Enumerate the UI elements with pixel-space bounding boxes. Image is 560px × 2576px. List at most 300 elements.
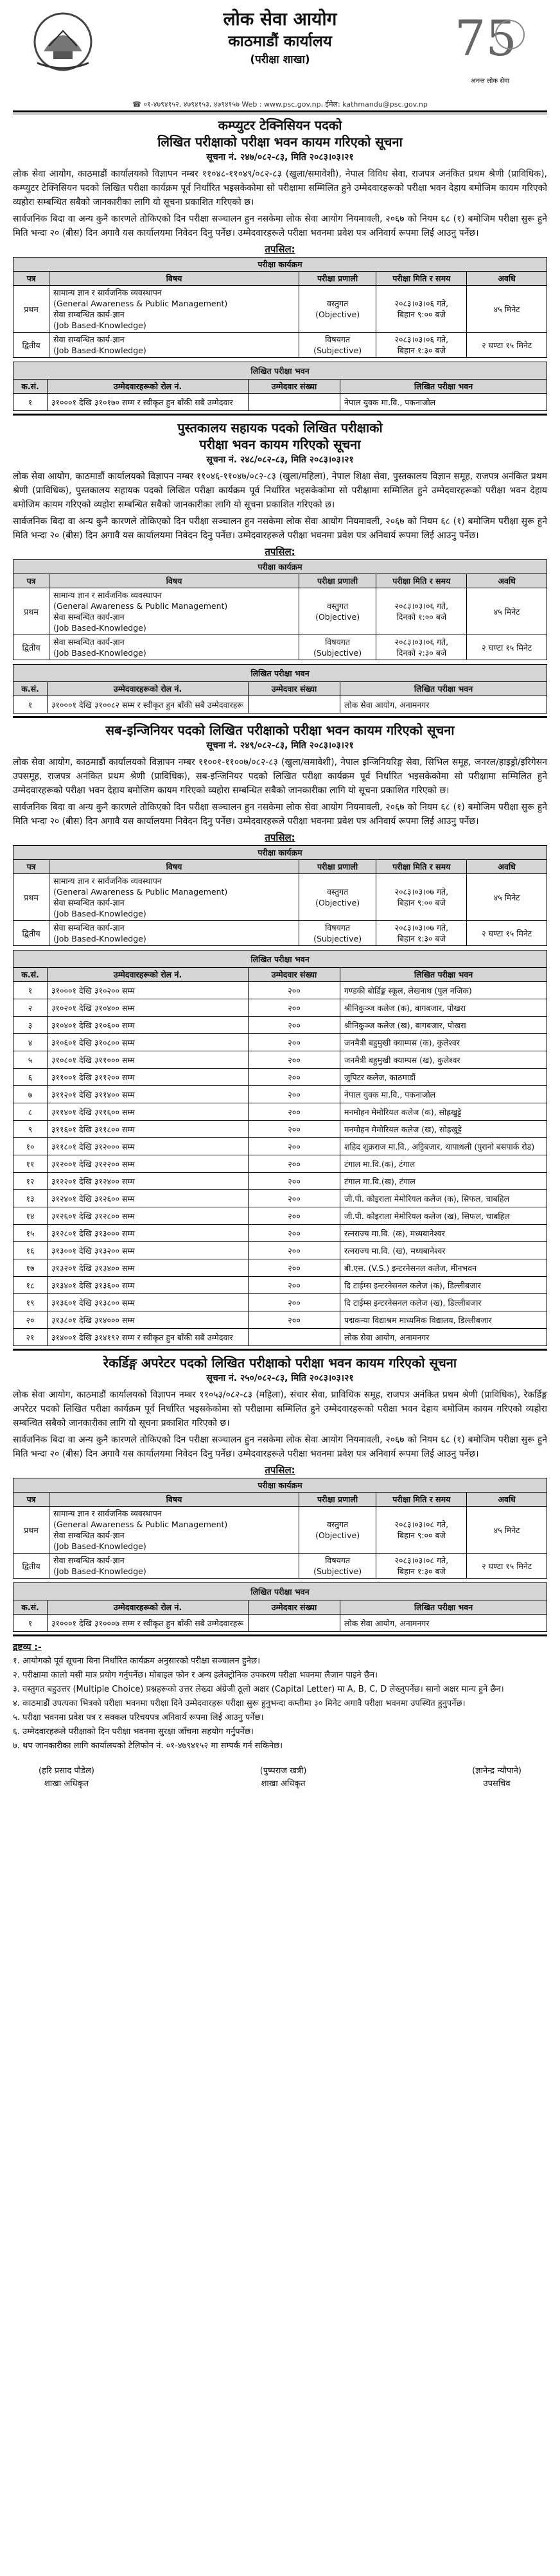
schedule-row (13, 635, 547, 660)
datetime-line: दिनको १:०० बजे (396, 612, 447, 622)
roll-range-cell: ३१०००१ देखि ३१०२०० सम्म (48, 982, 249, 999)
duration-cell: २ घण्टा १५ मिनेट (467, 333, 547, 358)
roll-range-cell: ३१३००१ देखि ३१३२०० सम्म (48, 1242, 249, 1259)
serial-cell: ८ (13, 1103, 48, 1121)
schedule-row (13, 333, 547, 358)
75-years-logo-icon (448, 5, 532, 82)
paper-cell: द्वितीय (13, 921, 49, 946)
paper-cell: प्रथम (13, 286, 49, 333)
column-header: उम्मेदवारहरूको रोल नं. (48, 1600, 249, 1615)
datetime-cell (376, 1507, 467, 1554)
venue-name-cell: जुपिटर कलेज, काठमाडौं (340, 1069, 547, 1086)
serial-cell: १२ (13, 1173, 48, 1190)
datetime-line: बिहान १:३० बजे (397, 1566, 446, 1576)
candidate-count-cell: २०० (249, 1086, 340, 1103)
subject-line: (General Awareness & Public Management) (53, 1520, 228, 1529)
datetime-cell (376, 635, 467, 660)
candidate-count-cell: २०० (249, 1294, 340, 1311)
roll-range-cell: ३१३२०१ देखि ३१३४०० सम्म (48, 1259, 249, 1277)
datetime-line: बिहान ९:०० बजे (397, 310, 446, 319)
subject-line: सेवा सम्बन्धित कार्य-ज्ञान (53, 335, 125, 344)
serial-cell: १५ (13, 1225, 48, 1242)
venue-name-cell: लोक सेवा आयोग, अनामनगर (340, 1615, 547, 1632)
notice-section (13, 419, 547, 718)
notice-title: पुस्तकालय सहायक पदको लिखित परीक्षाको (177, 420, 383, 435)
subject-line: सेवा सम्बन्धित कार्य-ज्ञान (53, 612, 125, 622)
column-header: परीक्षा मिति र समय (376, 574, 467, 588)
venue-row (13, 1017, 547, 1034)
subject-line: सेवा सम्बन्धित कार्य-ज्ञान (53, 1555, 125, 1565)
schedule-caption-row (13, 846, 547, 860)
schedule-row (13, 1507, 547, 1554)
paper-cell: प्रथम (13, 874, 49, 921)
subject-cell (49, 333, 299, 358)
column-header: अवधि (467, 574, 547, 588)
column-header: विषय (49, 574, 299, 588)
schedule-row (13, 1554, 547, 1579)
subject-line: (General Awareness & Public Management) (53, 299, 228, 308)
system-cell (299, 333, 376, 358)
candidate-count-cell: २०० (249, 1155, 340, 1173)
subject-cell (49, 874, 299, 921)
candidate-count-cell: २०० (249, 1242, 340, 1259)
column-header: पत्र (13, 1493, 49, 1507)
candidate-count-cell: २०० (249, 1277, 340, 1294)
column-header: परीक्षा मिति र समय (376, 1493, 467, 1507)
datetime-line: २०८३।०३।०८ गते, (394, 1555, 449, 1565)
roll-range-cell: ३१०८०१ देखि ३११००० सम्म (48, 1051, 249, 1069)
schedule-caption: परीक्षा कार्यक्रम (13, 258, 547, 272)
venue-name-cell: लोक सेवा आयोग, अनामनगर (340, 696, 547, 714)
signature (39, 1765, 94, 1791)
notice-reference: सूचना नं. २५०/०८२-८३, मिति २०८३।०३।२१ (206, 1373, 354, 1383)
notice-paragraph: सार्वजनिक बिदा वा अन्य कुनै कारणले तोकिएको दिन परीक्षा सञ्चालन हुन नसकेमा लोक सेवा आयोग नियमावली, २०६७ को नियम ६८ (१) बमोजिम परीक्षा सुरू हुने मिति भन्दा २० (बीस) दिन अगावै यस कार्यालयमा निवेदन दिनु पर्नेछ। उम्मेदवारहरूले परीक्षा भवनमा प्रवेश पत्र अनिवार्य रूपमा लिई आउनु पर्नेछ। (13, 802, 547, 827)
subject-line: (Job Based-Knowledge) (53, 320, 146, 330)
datetime-cell (376, 588, 467, 635)
note-item: ७. थप जानकारीका लागि कार्यालयको टेलिफोन नं. ०१-४७९४१५२ मा सम्पर्क गर्न सकिनेछ। (13, 1741, 283, 1751)
serial-cell: १७ (13, 1259, 48, 1277)
venue-name-cell: श्रीनिकुञ्ज कलेज (क), बागबजार, पोखरा (340, 999, 547, 1017)
duration-cell: ४५ मिनेट (467, 286, 547, 333)
column-header: परीक्षा प्रणाली (299, 574, 376, 588)
venue-row (13, 1086, 547, 1103)
column-header: क.सं. (13, 682, 48, 696)
venue-caption-row (13, 665, 547, 682)
venue-row (13, 394, 547, 411)
subject-cell (49, 921, 299, 946)
system-line: विषयगत (325, 1555, 350, 1565)
duration-cell: २ घण्टा १५ मिनेट (467, 921, 547, 946)
notice-reference: सूचना नं. २४८/०८२-८३, मिति २०८३।०३।२१ (206, 455, 354, 465)
serial-cell: १३ (13, 1190, 48, 1207)
datetime-line: बिहान ९:०० बजे (397, 898, 446, 907)
notice-title: सब-इन्जिनियर पदको लिखित परीक्षाको परीक्षा भवन कायम गरिएको सूचना (105, 723, 455, 738)
schedule-caption: परीक्षा कार्यक्रम (13, 1478, 547, 1493)
serial-cell: १ (13, 1615, 48, 1632)
exam-venue-table (13, 1582, 547, 1632)
signature (260, 1765, 307, 1791)
schedule-label: तपसिल: (265, 546, 295, 557)
schedule-row (13, 874, 547, 921)
venue-name-cell: शहिद शुक्रराज मा.वि., अट्टिबजार, थापाथली (पुरानो बसपार्क रोड) (340, 1138, 547, 1155)
subject-cell (49, 635, 299, 660)
notice-section (13, 722, 547, 1351)
column-header: क.सं. (13, 968, 48, 982)
venue-name-cell: रत्नराज्य मा.वि. (ख), मध्यबानेश्वर (340, 1242, 547, 1259)
venue-name-cell: जनमैत्री बहुमुखी क्याम्पस (क), कुलेश्वर (340, 1034, 547, 1051)
candidate-count-cell: २०० (249, 999, 340, 1017)
notes-section (13, 1640, 547, 1753)
system-line: विषयगत (325, 637, 350, 647)
notice-reference: सूचना नं. २४९/०८२-८३, मिति २०८३।०३।२१ (206, 740, 354, 751)
venue-row (13, 1225, 547, 1242)
office-title: काठमाडौं कार्यालय (228, 32, 332, 50)
venue-name-cell: मनमोहन मेमोरियल कलेज (क), सोह्रखुट्टे (340, 1103, 547, 1121)
roll-range-cell: ३१०००१ देखि ३१०००७ सम्म र स्वीकृत हुन बाँकी सबै उम्मेदवारहरू (48, 1615, 249, 1632)
venue-caption: लिखित परीक्षा भवन (13, 951, 547, 968)
system-line: (Objective) (315, 310, 360, 319)
candidate-count-cell: २०० (249, 1103, 340, 1121)
schedule-label: तपसिल: (265, 832, 295, 843)
schedule-header-row (13, 574, 547, 588)
notes-heading: द्रष्टव्य :- (13, 1642, 42, 1652)
system-line: विषयगत (325, 335, 350, 344)
signatory-name: (हरि प्रसाद पौडेल) (39, 1766, 94, 1776)
datetime-cell (376, 286, 467, 333)
system-line: (Objective) (315, 1530, 360, 1540)
venue-name-cell: जनमैत्री बहुमुखी क्याम्पस (ख), कुलेश्वर (340, 1051, 547, 1069)
column-header: उम्मेदवार संख्या (249, 1600, 340, 1615)
roll-range-cell: ३१०६०१ देखि ३१०८०० सम्म (48, 1034, 249, 1051)
notice-paragraph: लोक सेवा आयोग, काठमाडौं कार्यालयको विज्ञापन नम्बर ११००१-११००७/०८२-८३ (खुला/समावेशी), नेपाल इन्जिनियरिङ्ग सेवा, सिभिल समूह, जनरल/हाइड्रो/इरिगेसन उपसमूह, राजपत्र अनंकित प्रथम श्रेणी (प्राविधिक), सब-इन्जिनियर पदको लिखित परीक्षा कार्यक्रम पूर्व निर्धारित भइसकेकोमा सो परीक्षामा सम्मिलित हुने उम्मेदवारहरूको परीक्षा भवन देहाय बमोजिम कायम गरिएको व्यहोरा सम्बन्धित सबैको जानकारीका लागि यो सूचना प्रकाशित गरिएको छ। (13, 757, 547, 796)
venue-name-cell: टंगाल मा.वि.(क), टंगाल (340, 1155, 547, 1173)
venue-name-cell: दि टाईम्स इन्टरनेसनल कलेज (ख), डिल्लीबजार (340, 1294, 547, 1311)
schedule-header-row (13, 272, 547, 286)
logo-caption: अनन्त लोक सेवा (470, 78, 510, 85)
venue-name-cell: लोक सेवा आयोग, अनामनगर (340, 1329, 547, 1346)
paper-cell: द्वितीय (13, 635, 49, 660)
system-line: वस्तुगत (327, 1520, 349, 1529)
notice-section (13, 1354, 547, 1636)
venue-caption-row (13, 1583, 547, 1600)
serial-cell: ६ (13, 1069, 48, 1086)
column-header: अवधि (467, 272, 547, 286)
roll-range-cell: ३११२०१ देखि ३११४०० सम्म (48, 1086, 249, 1103)
notices-container (13, 117, 547, 1636)
schedule-row (13, 588, 547, 635)
datetime-cell (376, 1554, 467, 1579)
signatory-role: उपसचिव (483, 1779, 511, 1789)
venue-row (13, 1207, 547, 1225)
roll-range-cell: ३१०००१ देखि ३१००८२ सम्म र स्वीकृत हुन बाँकी सबै उम्मेदवारहरू (48, 696, 249, 714)
schedule-label: तपसिल: (265, 1464, 295, 1476)
venue-row (13, 1155, 547, 1173)
column-header: परीक्षा प्रणाली (299, 272, 376, 286)
system-line: (Subjective) (313, 346, 362, 355)
notice-reference: सूचना नं. २४७/०८२-८३, मिति २०८३।०३।२१ (206, 152, 354, 162)
note-item: ४. काठमाडौं उपत्यका भित्रको परीक्षा भवनमा परीक्षा दिने उम्मेदवारहरू परीक्षा सुरू हुनुभन्दा कम्तीमा ३० मिनेट अगावै परीक्षा भवनमा उपस्थित हुनुपर्नेछ। (13, 1699, 466, 1708)
column-header: पत्र (13, 574, 49, 588)
note-item: १. आयोगको पूर्व सूचना बिना निर्धारित कार्यक्रम अनुसारको परीक्षा सञ्चालन हुनेछ। (13, 1656, 261, 1666)
column-header: परीक्षा प्रणाली (299, 860, 376, 874)
column-header: परीक्षा मिति र समय (376, 272, 467, 286)
duration-cell: ४५ मिनेट (467, 1507, 547, 1554)
candidate-count-cell: २०० (249, 1069, 340, 1086)
roll-range-cell: ३११००१ देखि ३११२०० सम्म (48, 1069, 249, 1086)
schedule-label: तपसिल: (265, 243, 295, 255)
venue-row (13, 696, 547, 714)
roll-range-cell: ३१४००१ देखि ३१४१९२ सम्म र स्वीकृत हुन बाँकी सबै उम्मेदवार (48, 1329, 249, 1346)
schedule-caption: परीक्षा कार्यक्रम (13, 560, 547, 574)
roll-range-cell: ३१०२०१ देखि ३१०४०० सम्म (48, 999, 249, 1017)
roll-range-cell: ३१०४०१ देखि ३१०६०० सम्म (48, 1017, 249, 1034)
venue-name-cell: नेपाल युवक मा.वि., पकनाजोल (340, 394, 547, 411)
divider (13, 110, 547, 112)
system-line: (Subjective) (313, 648, 362, 658)
column-header: उम्मेदवार संख्या (249, 682, 340, 696)
subject-line: (Job Based-Knowledge) (53, 1541, 146, 1551)
notice-title: कम्प्युटर टेक्निसियन पदको (218, 118, 342, 133)
venue-header-row (13, 968, 547, 982)
schedule-row (13, 921, 547, 946)
notes-list (13, 1654, 547, 1753)
candidate-count-cell: २०० (249, 1051, 340, 1069)
column-header: परीक्षा मिति र समय (376, 860, 467, 874)
subject-line: (Job Based-Knowledge) (53, 623, 146, 633)
venue-row (13, 999, 547, 1017)
venue-name-cell: नेपाल युवक मा.वि., पकनाजोल (340, 1086, 547, 1103)
datetime-line: बिहान १:३० बजे (397, 346, 446, 355)
system-line: विषयगत (325, 923, 350, 933)
notice-paragraph: सार्वजनिक बिदा वा अन्य कुनै कारणले तोकिएको दिन परीक्षा सञ्चालन हुन नसकेमा लोक सेवा आयोग नियमावली, २०६७ को नियम ६८ (१) बमोजिम परीक्षा सुरू हुने मिति भन्दा २० (बीस) दिन अगावै यस कार्यालयमा निवेदन दिनु पर्नेछ। उम्मेदवारहरूले परीक्षा भवनमा प्रवेश पत्र अनिवार्य रूपमा लिई आउनु पर्नेछ। (13, 516, 547, 541)
venue-name-cell: श्रीनिकुञ्ज कलेज (ख), बागबजार, पोखरा (340, 1017, 547, 1034)
venue-name-cell: दि टाईम्स इन्टरनेसनल कलेज (क), डिल्लीबजार (340, 1277, 547, 1294)
venue-row (13, 1277, 547, 1294)
signature (472, 1765, 521, 1791)
subject-line: सेवा सम्बन्धित कार्य-ज्ञान (53, 923, 125, 933)
candidate-count-cell (249, 696, 340, 714)
venue-caption-row (13, 362, 547, 380)
column-header: अवधि (467, 860, 547, 874)
column-header: उम्मेदवारहरूको रोल नं. (48, 682, 249, 696)
roll-range-cell: ३११८०१ देखि ३१२००० सम्म (48, 1138, 249, 1155)
paper-cell: प्रथम (13, 1507, 49, 1554)
datetime-line: बिहान १:३० बजे (397, 934, 446, 943)
candidate-count-cell: २०० (249, 1034, 340, 1051)
venue-name-cell: जी.पी. कोइराला मेमोरियल कलेज (क), सिफल, चाबहिल (340, 1190, 547, 1207)
venue-name-cell: गण्डकी बोर्डिङ्ग स्कूल, लेखनाथ (पुल नजिक) (340, 982, 547, 999)
roll-range-cell: ३१२४०१ देखि ३१२६०० सम्म (48, 1190, 249, 1207)
venue-row (13, 1051, 547, 1069)
venue-row (13, 1615, 547, 1632)
column-header: परीक्षा प्रणाली (299, 1493, 376, 1507)
subject-line: सेवा सम्बन्धित कार्य-ज्ञान (53, 310, 125, 319)
column-header: उम्मेदवार संख्या (249, 380, 340, 394)
system-line: वस्तुगत (327, 299, 349, 308)
column-header: पत्र (13, 272, 49, 286)
venue-row (13, 1329, 547, 1346)
roll-range-cell: ३१२६०१ देखि ३१२८०० सम्म (48, 1207, 249, 1225)
notice-section (13, 117, 547, 416)
signatory-name: (पुष्पराज खत्री) (259, 1766, 307, 1776)
datetime-line: २०८३।०३।०८ गते, (394, 1520, 449, 1529)
column-header: अवधि (467, 1493, 547, 1507)
venue-header-row (13, 1600, 547, 1615)
venue-name-cell: पद्मकन्या विद्याश्रम माध्यमिक विद्यालय, डिल्लीबजार (340, 1311, 547, 1329)
venue-row (13, 1138, 547, 1155)
candidate-count-cell: २०० (249, 1259, 340, 1277)
datetime-cell (376, 921, 467, 946)
schedule-caption: परीक्षा कार्यक्रम (13, 846, 547, 860)
signatory-name: (ज्ञानेन्द्र न्यौपाने) (472, 1766, 521, 1776)
subject-line: (Job Based-Knowledge) (53, 346, 146, 355)
datetime-line: दिनको २:३० बजे (396, 648, 447, 658)
roll-range-cell: ३१२८०१ देखि ३१३००० सम्म (48, 1225, 249, 1242)
system-line: वस्तुगत (327, 887, 349, 897)
venue-row (13, 1069, 547, 1086)
system-cell (299, 921, 376, 946)
notice-title: रेकर्डिङ्ग अपरेटर पदको लिखित परीक्षाको परीक्षा भवन कायम गरिएको सूचना (103, 1355, 457, 1371)
venue-row (13, 1294, 547, 1311)
column-header: क.सं. (13, 1600, 48, 1615)
venue-caption-row (13, 951, 547, 968)
subject-cell (49, 1554, 299, 1579)
datetime-line: २०८३।०३।०६ गते, (394, 299, 449, 308)
subject-line: सेवा सम्बन्धित कार्य-ज्ञान (53, 1530, 125, 1540)
serial-cell: ५ (13, 1051, 48, 1069)
venue-row (13, 1259, 547, 1277)
candidate-count-cell: २०० (249, 982, 340, 999)
exam-venue-table (13, 950, 547, 1346)
subject-cell (49, 588, 299, 635)
serial-cell: ४ (13, 1034, 48, 1051)
notice-paragraph: लोक सेवा आयोग, काठमाडौं कार्यालयको विज्ञापन नम्बर ११०४६-११०४७/०८२-८३ (खुला/महिला), नेपाल शिक्षा सेवा, पुस्तकालय विज्ञान समूह, राजपत्र अनंकित प्रथम श्रेणी (प्राविधिक), पुस्तकालय सहायक पदको लिखित परीक्षा कार्यक्रम पूर्व निर्धारित भइसकेकोमा सो परीक्षामा सम्मिलित हुने उम्मेदवारहरूको परीक्षा भवन देहाय बमोजिम कायम गरिएको व्यहोरा सम्बन्धित सबैको जानकारीका लागि यो सूचना प्रकाशित गरिएको छ। (13, 471, 547, 510)
system-cell (299, 874, 376, 921)
venue-name-cell: रत्नराज्य मा.वि. (क), मध्यबानेश्वर (340, 1225, 547, 1242)
schedule-row (13, 286, 547, 333)
roll-range-cell: ३१२००१ देखि ३१२२०० सम्म (48, 1155, 249, 1173)
column-header: विषय (49, 860, 299, 874)
candidate-count-cell: २०० (249, 1121, 340, 1138)
serial-cell: ३ (13, 1017, 48, 1034)
notice-title-line2: परीक्षा भवन कायम गरिएको सूचना (199, 437, 361, 452)
nepal-emblem-icon (24, 6, 101, 77)
system-cell (299, 635, 376, 660)
datetime-line: २०८३।०३।०७ गते, (394, 923, 449, 933)
signatory-role: शाखा अधिकृत (44, 1779, 89, 1789)
notice-paragraph: लोक सेवा आयोग, काठमाडौं कार्यालयको विज्ञापन नम्बर ११०४८-११०४९/०८२-८३ (खुला/समावेशी), नेपाल विविध सेवा, राजपत्र अनंकित प्रथम श्रेणी (प्राविधिक), कम्प्युटर टेक्निसियन पदको लिखित परीक्षा कार्यक्रम पूर्व निर्धारित भइसकेकोमा सो परीक्षामा सम्मिलित हुने उम्मेदवारहरूको परीक्षा भवन देहाय बमोजिम कायम गरिएको व्यहोरा सम्बन्धित सबैको जानकारीका लागि यो सूचना प्रकाशित गरिएको छ। (13, 169, 547, 207)
svg-text:75: 75 (455, 10, 517, 67)
venue-row (13, 1034, 547, 1051)
contact-line: ☎ ०१-४७९४१५२, ४७९४१५३, ४७९४१५७ Web : www.psc.gov.np, ईमेल: kathmandu@psc.gov.np (132, 100, 428, 109)
paper-cell: द्वितीय (13, 333, 49, 358)
roll-range-cell: ३१२२०१ देखि ३१२४०० सम्म (48, 1173, 249, 1190)
serial-cell: १० (13, 1138, 48, 1155)
exam-schedule-table (13, 1478, 547, 1579)
column-header: उम्मेदवार संख्या (249, 968, 340, 982)
note-item: २. परीक्षामा कालो मसी मात्र प्रयोग गर्नुपर्नेछ। मोबाइल फोन र अन्य इलेक्ट्रोनिक उपकरण परीक्षा भवनमा लैजान पाइने छैन। (13, 1670, 378, 1680)
subject-line: (Job Based-Knowledge) (53, 648, 146, 658)
signatory-role: शाखा अधिकृत (261, 1779, 306, 1789)
serial-cell: १ (13, 696, 48, 714)
roll-range-cell: ३११४०१ देखि ३११६०० सम्म (48, 1103, 249, 1121)
venue-caption: लिखित परीक्षा भवन (13, 665, 547, 682)
roll-range-cell: ३१३४०१ देखि ३१३६०० सम्म (48, 1277, 249, 1294)
notice-title-line2: लिखित परीक्षाको परीक्षा भवन कायम गरिएको सूचना (157, 134, 403, 150)
datetime-line: २०८३।०३।०६ गते, (394, 637, 449, 647)
system-cell (299, 1507, 376, 1554)
datetime-cell (376, 333, 467, 358)
system-cell (299, 588, 376, 635)
schedule-header-row (13, 1493, 547, 1507)
signature-block (13, 1753, 547, 1791)
candidate-count-cell: २०० (249, 1138, 340, 1155)
candidate-count-cell: २०० (249, 1017, 340, 1034)
candidate-count-cell: २०० (249, 1190, 340, 1207)
datetime-line: २०८३।०३।०६ गते, (394, 601, 449, 611)
serial-cell: १४ (13, 1207, 48, 1225)
datetime-line: बिहान ९:०० बजे (397, 1530, 446, 1540)
exam-schedule-table (13, 845, 547, 946)
serial-cell: ७ (13, 1086, 48, 1103)
venue-row (13, 1173, 547, 1190)
serial-cell: २१ (13, 1329, 48, 1346)
venue-row (13, 1103, 547, 1121)
venue-row (13, 982, 547, 999)
subject-line: (Job Based-Knowledge) (53, 909, 146, 918)
subject-line: सामान्य ज्ञान र सार्वजनिक व्यवस्थापन (53, 590, 162, 600)
column-header: लिखित परीक्षा भवन (340, 968, 547, 982)
column-header: विषय (49, 1493, 299, 1507)
venue-header-row (13, 682, 547, 696)
column-header: लिखित परीक्षा भवन (340, 682, 547, 696)
serial-cell: १६ (13, 1242, 48, 1259)
candidate-count-cell (249, 1329, 340, 1346)
column-header: उम्मेदवारहरूको रोल नं. (48, 380, 249, 394)
venue-row (13, 1190, 547, 1207)
note-item: ३. वस्तुगत बहुउत्तर (Multiple Choice) प्रश्नहरूको उत्तर लेख्दा अंग्रेजी ठूलो अक्षर (Capital Letter) मा A, B, C, D लेख्नुपर्नेछ। सानो अक्षर मान्य हुने छैन। (13, 1685, 504, 1694)
datetime-cell (376, 874, 467, 921)
duration-cell: ४५ मिनेट (467, 588, 547, 635)
system-line: (Subjective) (313, 1566, 362, 1576)
venue-row (13, 1121, 547, 1138)
branch-title: (परीक्षा शाखा) (250, 53, 310, 66)
candidate-count-cell (249, 394, 340, 411)
candidate-count-cell: २०० (249, 1207, 340, 1225)
exam-venue-table (13, 664, 547, 714)
venue-name-cell: जी.पी. कोइराला मेमोरियल कलेज (ख), सिफल, चाबहिल (340, 1207, 547, 1225)
system-line: (Objective) (315, 612, 360, 622)
schedule-caption-row (13, 560, 547, 574)
exam-schedule-table (13, 559, 547, 660)
candidate-count-cell: २०० (249, 1311, 340, 1329)
subject-line: सेवा सम्बन्धित कार्य-ज्ञान (53, 898, 125, 907)
org-title: लोक सेवा आयोग (223, 8, 337, 30)
subject-cell (49, 1507, 299, 1554)
letterhead (13, 0, 547, 96)
subject-line: सामान्य ज्ञान र सार्वजनिक व्यवस्थापन (53, 288, 162, 297)
candidate-count-cell: २०० (249, 1225, 340, 1242)
system-cell (299, 286, 376, 333)
datetime-line: २०८३।०३।०६ गते, (394, 335, 449, 344)
subject-line: सेवा सम्बन्धित कार्य-ज्ञान (53, 637, 125, 647)
column-header: क.सं. (13, 380, 48, 394)
subject-cell (49, 286, 299, 333)
venue-name-cell: बी.एस. (V.S.) इन्टरनेसनल कलेज, मीनभवन (340, 1259, 547, 1277)
subject-line: (General Awareness & Public Management) (53, 887, 228, 897)
serial-cell: २० (13, 1311, 48, 1329)
candidate-count-cell (249, 1615, 340, 1632)
